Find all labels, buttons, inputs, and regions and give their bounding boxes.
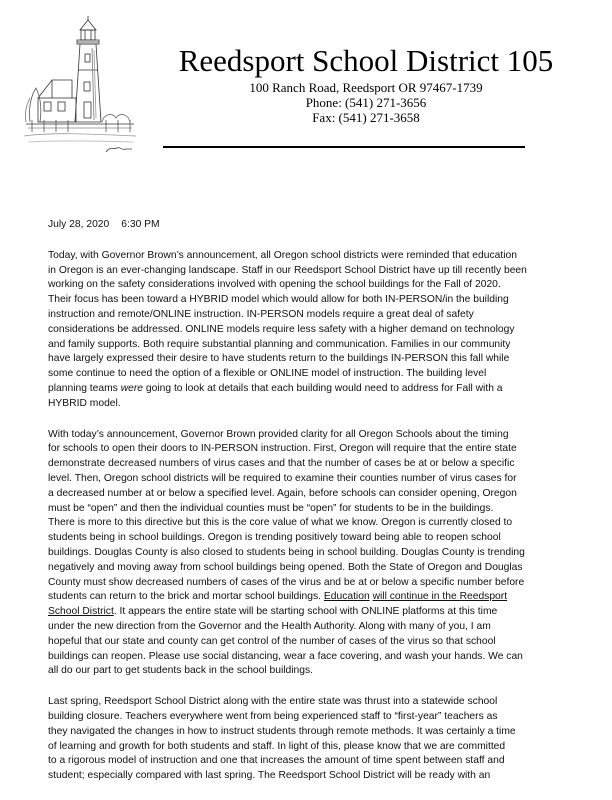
text-line: have largely expressed their desire to have students return to the buildings IN-PERSON this fall while bbox=[48, 353, 510, 365]
text-line: and family supports. Both require substantial planning and communication. Families in our community bbox=[48, 338, 511, 350]
text-segment: going to look at details that each building would need to address for Fall with a bbox=[143, 382, 503, 394]
lighthouse-sketch-logo bbox=[22, 10, 138, 158]
letterhead bbox=[0, 0, 612, 160]
text-line: under the new direction from the Governor and the Health Authority. Along with many of you, I am bbox=[48, 620, 491, 632]
text-line: all do our part to get students back in the school buildings. bbox=[48, 665, 314, 677]
text-line: negatively and moving away from school buildings being opened. Both the State of Oregon and Douglas bbox=[48, 561, 523, 573]
text-line: buildings. Douglas County is also closed to students being in school building. Douglas County is trending bbox=[48, 546, 525, 558]
letter-time: 6:30 PM bbox=[121, 219, 160, 230]
underlined-emphasis: Education bbox=[323, 591, 370, 603]
text-line: for schools to open their doors to IN-PERSON instruction. First, Oregon will require that the entire state bbox=[48, 443, 517, 455]
dateline bbox=[48, 218, 578, 233]
text-line: Today, with Governor Brown’s announcement, all Oregon school districts were reminded that education bbox=[48, 249, 517, 261]
text-line: students being in school buildings. Oregon is trending positively toward being able to reopen school bbox=[48, 532, 501, 544]
letter-body bbox=[48, 218, 578, 800]
paragraph-2 bbox=[48, 428, 578, 680]
text-segment: . It appears the entire state will be starting school with ONLINE platforms at this time bbox=[113, 606, 498, 618]
text-line: of learning and growth for both students and staff. In light of this, please know that we are committed bbox=[48, 740, 506, 752]
district-phone: Phone: (541) 271-3656 bbox=[305, 95, 427, 110]
district-address: 100 Ranch Road, Reedsport OR 97467-1739 bbox=[249, 80, 483, 95]
text-line bbox=[48, 605, 578, 620]
text-line bbox=[48, 590, 578, 605]
text-line: considerations be addressed. ONLINE models require less safety with a higher demand on technology bbox=[48, 323, 515, 335]
text-line: to a rigorous model of instruction and one that increases the amount of time spent between staff and bbox=[48, 755, 505, 767]
text-line: student; especially compared with last spring. The Reedsport School District will be ready with an bbox=[48, 770, 491, 782]
paragraph-3 bbox=[48, 695, 578, 784]
text-line: Their focus has been toward a HYBRID model which would allow for both IN-PERSON/in the building bbox=[48, 294, 509, 306]
text-line: hopeful that our state and county can get control of the number of cases of the virus so that school bbox=[48, 635, 496, 647]
text-line: must be “open” and then the individual counties must be “open” for students to be in the buildings. bbox=[48, 502, 494, 514]
text-line: demonstrate decreased numbers of virus cases and that the number of cases be at or below a specific bbox=[48, 458, 515, 470]
text-line: building closure. Teachers everywhere went from being experienced staff to “first-year” teachers as bbox=[48, 710, 498, 722]
underlined-emphasis: will continue in the Reedsport bbox=[372, 591, 508, 603]
text-segment: students can return to the brick and mortar school buildings. bbox=[48, 591, 324, 603]
text-segment: planning teams bbox=[48, 382, 121, 394]
text-line: Last spring, Reedsport School District along with the entire state was thrust into a statewide school bbox=[48, 696, 498, 708]
text-line: With today’s announcement, Governor Brown provided clarity for all Oregon Schools about the timing bbox=[48, 428, 509, 440]
text-line: some continue to need the option of a flexible or ONLINE model of instruction. The building level bbox=[48, 368, 487, 380]
text-line: instruction and remote/ONLINE instruction. IN-PERSON models require a great deal of safety bbox=[48, 308, 474, 320]
text-line: County must show decreased numbers of cases of the virus and be at or below a specific number before bbox=[48, 576, 525, 588]
text-line: they navigated the changes in how to instruct students through remote methods. It was certainly a time bbox=[48, 725, 516, 737]
text-line: a decreased number at or below a specified level. Again, before schools can consider opening, Oregon bbox=[48, 487, 517, 499]
text-line: level. Then, Oregon school districts will be required to examine their counties number of virus cases for bbox=[48, 472, 517, 484]
italic-emphasis: were bbox=[120, 382, 144, 394]
text-line: There is more to this directive but this is the core value of what we know. Oregon is currently closed to bbox=[48, 517, 513, 529]
text-line: buildings can reopen. Please use social distancing, wear a face covering, and wash your hands. We can bbox=[48, 650, 523, 662]
text-line: working on the safety considerations involved with opening the school buildings for the Fall of 2020. bbox=[48, 279, 501, 291]
letterhead-divider bbox=[163, 146, 525, 148]
text-line bbox=[48, 382, 578, 397]
letter-date: July 28, 2020 bbox=[48, 219, 110, 230]
district-fax: Fax: (541) 271-3658 bbox=[312, 110, 420, 125]
text-line: in Oregon is an ever-changing landscape. Staff in our Reedsport School District have up till recently been bbox=[48, 264, 527, 276]
text-line: HYBRID model. bbox=[48, 397, 121, 409]
underlined-emphasis: School District bbox=[48, 606, 114, 618]
paragraph-1 bbox=[48, 249, 578, 412]
district-name: Reedsport School District 105 bbox=[178, 43, 554, 78]
